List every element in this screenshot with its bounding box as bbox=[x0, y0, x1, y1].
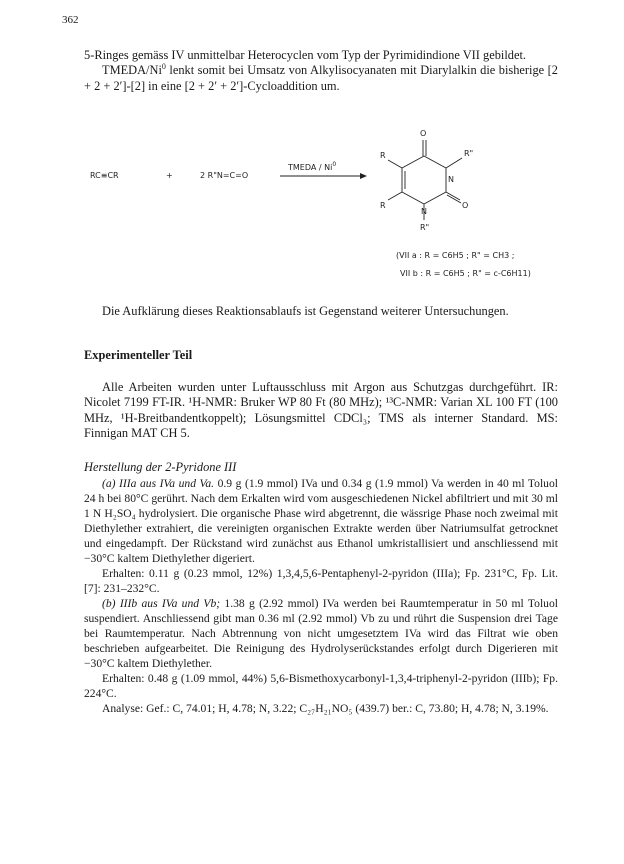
ring-nitrogen-right: N bbox=[448, 175, 454, 184]
substituent-rpp-bottom: R" bbox=[420, 223, 430, 232]
substituent-rpp-top: R" bbox=[464, 149, 474, 158]
procedure-b-text: 1.38 g (2.92 mmol) IVa werden bei Raumtemperatur in 50 ml Toluol suspendiert. Anschliessend gibt man 0.36 ml (2.92 mmol) Vb zu und rührt die Suspension drei Tage bei Raumtemperatur. Nach Abtrennung von nicht umgesetztem IVa wird das Filtrat wie oben beschrieben aufgearbeitet. Die Reinigung des Hydrolyserückstandes erfolgt durch Digerieren mit −30°C kaltem Diethylether. bbox=[84, 597, 558, 670]
reaction-scheme-svg bbox=[84, 116, 564, 306]
procedure-a-text: 0.9 g (1.9 mmol) IVa und 0.34 g (1.9 mmol) Va werden in 40 ml Toluol 24 h bei 80°C gerührt. Nach dem Erkalten wird vom ausgeschiedenen Nickel abfiltriert und mit 30 ml 1 N H₂SO₄ hydrolysiert. Die organische Phase wird abgetrennt, die wässrige Phase noch zweimal mit Diethylether extrahiert, die vereinigten organischen Extrakte werden über Natriumsulfat getrocknet und eingedampft. Der Rückstand wird zunächst aus Ethanol umkristallisiert und anschliessend mit −30°C kaltem Diethylether digeriert. bbox=[84, 477, 558, 565]
paragraph-general: Alle Arbeiten wurden unter Luftausschluss mit Argon aus Schutzgas durchgeführt. IR: Nicolet 7199 FT-IR. ¹H-NMR: Bruker WP 80 Ft (80 MHz); ¹³C-NMR: Varian XL 100 FT (100 MHz, ¹H-Breitbandentkoppelt); Lösungsmittel CDCl₃; TMS als interner Standard. MS: Finnigan MAT CH 5. bbox=[84, 380, 558, 441]
p2-superscript: 0 bbox=[161, 62, 166, 72]
p2-part-b: lenkt somit bei Umsatz von Alkylisocyanaten mit Diarylalkin die bisherige [2 + 2 + 2′]-[2] in eine [2 + 2′ + 2′]-Cycloaddition um. bbox=[84, 63, 558, 93]
subsection-heading: Herstellung der 2-Pyridone III bbox=[84, 460, 237, 474]
procedure-a-yield: Erhalten: 0.11 g (0.23 mmol, 12%) 1,3,4,5,6-Pentaphenyl-2-pyridon (IIIa); Fp. 231°C, Fp. Lit. [7]: 231–232°C. bbox=[84, 567, 558, 595]
reagent-label: TMEDA / Ni$^0$ bbox=[288, 161, 337, 172]
procedure-b-analysis: Analyse: Gef.: C, 74.01; H, 4.78; N, 3.22; C₂₇H₂₁NO₅ (439.7) ber.: C, 73.80; H, 4.78; N, 3.19%. bbox=[102, 702, 549, 715]
compound-viia-definition: (VII a : R = C6H5 ; R" = CH3 ; bbox=[396, 251, 515, 260]
substituent-r-bottom: R bbox=[380, 201, 386, 210]
page-number: 362 bbox=[62, 14, 79, 26]
procedure-b bbox=[84, 596, 558, 671]
reaction-arrowhead bbox=[360, 173, 367, 179]
procedure-b-yield: Erhalten: 0.48 g (1.09 mmol, 44%) 5,6-Bismethoxycarbonyl-1,3,4-triphenyl-2-pyridon (IIIb); Fp. 224°C. bbox=[84, 672, 558, 700]
section-heading: Experimenteller Teil bbox=[84, 348, 193, 362]
reaction-scheme bbox=[84, 116, 564, 306]
alkyne-label: RC≡CR bbox=[90, 171, 119, 180]
isocyanate-label: 2 R"N=C=O bbox=[200, 171, 249, 180]
substituent-r-top: R bbox=[380, 151, 386, 160]
procedure-b-label: (b) IIIb aus IVa und Vb; bbox=[102, 597, 221, 610]
carbonyl-oxygen-top: O bbox=[420, 129, 427, 138]
paragraph-3: Die Aufklärung dieses Reaktionsablaufs ist Gegenstand weiterer Untersuchungen. bbox=[102, 304, 509, 318]
paragraph-2 bbox=[84, 63, 558, 94]
procedure-a-label: (a) IIIa aus IVa und Va. bbox=[102, 477, 215, 490]
carbonyl-oxygen-right: O bbox=[462, 201, 469, 210]
compound-viib-definition: VII b : R = C6H5 ; R" = c-C6H11) bbox=[400, 269, 531, 278]
paragraph-1: 5-Ringes gemäss IV unmittelbar Heterocyclen vom Typ der Pyrimidindione VII gebildet. bbox=[84, 48, 527, 62]
p2-part-a: TMEDA/Ni bbox=[102, 63, 162, 78]
plus-sign: + bbox=[166, 171, 173, 180]
ring-nitrogen-bottom: N bbox=[421, 207, 427, 216]
procedure-block bbox=[84, 476, 558, 716]
procedure-a bbox=[84, 476, 558, 566]
paragraph-intro bbox=[84, 48, 558, 94]
